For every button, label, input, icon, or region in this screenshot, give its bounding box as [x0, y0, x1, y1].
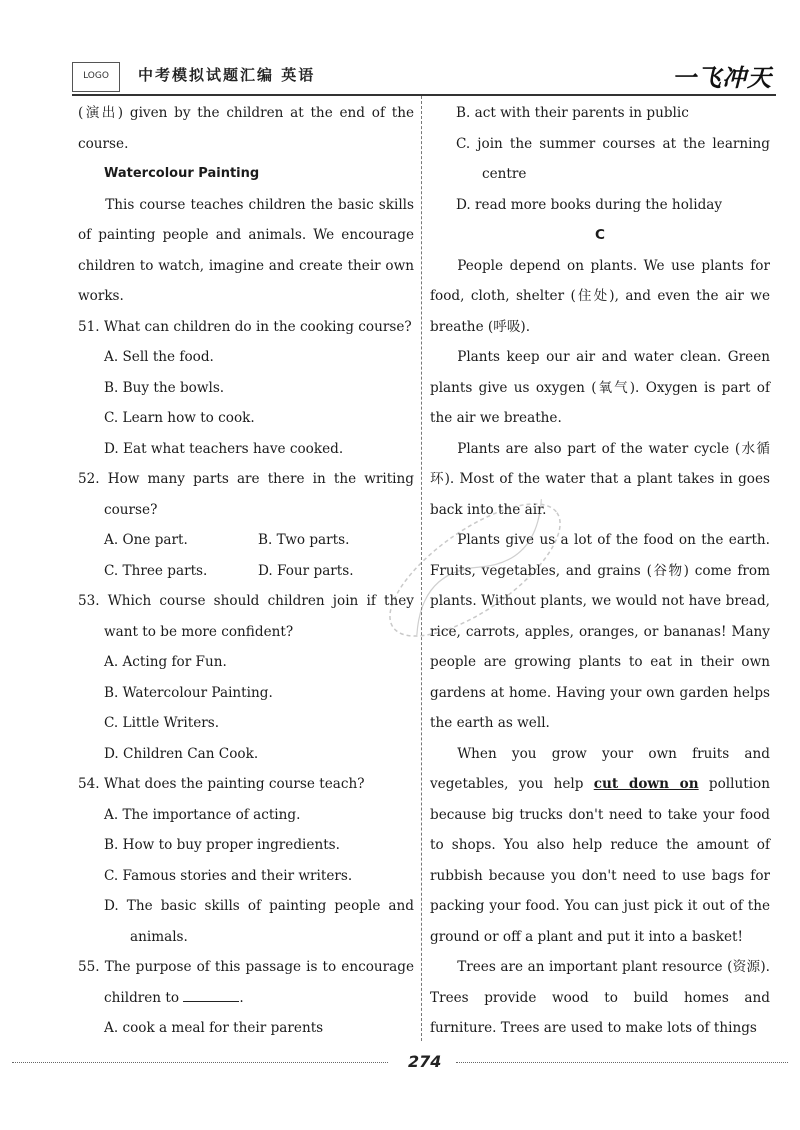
question-option: D. Children Can Cook. [104, 745, 259, 762]
answer-blank [183, 987, 239, 1002]
question-option: D. read more books during the holiday [456, 196, 723, 213]
question-stem: 53. Which course should children join if they want to be more confident? [78, 593, 414, 640]
question-option: A. One part. [104, 532, 188, 548]
page-header [72, 58, 772, 94]
brand-name: 一飞冲天 [672, 64, 772, 92]
header-rule [72, 94, 776, 96]
question-option: B. Buy the bowls. [104, 379, 225, 396]
question-option: C. Famous stories and their writers. [104, 867, 353, 884]
question-stem: 54. What does the painting course teach? [78, 776, 365, 792]
footer-rule [456, 1062, 788, 1063]
question-option: A. cook a meal for their parents [104, 1020, 324, 1036]
section-label: C [595, 227, 605, 243]
option-row [78, 525, 414, 556]
passage-paragraph: Plants are also part of the water cycle (水循环). Most of the water that a plant takes in goes back into the air. [430, 440, 770, 518]
section-heading: Watercolour Painting [104, 166, 260, 181]
question-option: C. Little Writers. [104, 715, 220, 731]
question-option: D. Eat what teachers have cooked. [104, 440, 344, 457]
question-option: A. Acting for Fun. [104, 654, 227, 670]
question-option: D. The basic skills of painting people and animals. [104, 898, 414, 945]
underlined-phrase: cut down on [593, 776, 699, 792]
paragraph-text: pollution because big trucks don't need to take your food to shops. You also help reduce the amount of rubbish because you don't need to use bags for packing your food. You can just pick it out of the ground or off a plant and put it into a basket! [430, 776, 770, 945]
publisher-logo: LOGO [72, 62, 120, 92]
page-number: 274 [408, 1052, 442, 1071]
footer-rule [12, 1062, 388, 1063]
stem-text: 55. The purpose of this passage is to encourage children to [78, 959, 414, 1006]
paragraph-text: When you grow your own fruits and vegetables, you help [430, 745, 770, 792]
stem-end: . [239, 989, 244, 1006]
question-option: B. How to buy proper ingredients. [104, 837, 340, 853]
section-text: This course teaches children the basic skills of painting people and animals. We encourage children to watch, imagine and create their own works. [78, 196, 414, 304]
intro-line: course. [78, 135, 129, 152]
question-option: B. Two parts. [258, 532, 350, 548]
page-footer [12, 1052, 788, 1076]
question-option: A. Sell the food. [104, 349, 214, 365]
passage-paragraph: Trees are an important plant resource (资源). Trees provide wood to build homes and furniture. Trees are used to make lots of things [430, 959, 770, 1036]
passage-paragraph [430, 739, 770, 953]
passage-paragraph: Plants give us a lot of the food on the earth. Fruits, vegetables, and grains (谷物) come from plants. Without plants, we would not have bread, rice, carrots, apples, oranges, or bananas! Many people are growing plants to eat in their own gardens at home. Having your own garden helps the earth as well. [430, 532, 770, 731]
question-option: A. The importance of acting. [104, 806, 301, 823]
question-option: B. Watercolour Painting. [104, 684, 273, 701]
question-option: C. Three parts. [104, 562, 208, 579]
question-stem: 51. What can children do in the cooking course? [78, 318, 412, 335]
passage-paragraph: People depend on plants. We use plants for food, cloth, shelter (住处), and even the air we breathe (呼吸). [430, 257, 770, 335]
question-option: D. Four parts. [258, 562, 354, 579]
intro-line: (演出) given by the children at the end of the [78, 105, 414, 121]
question-option: B. act with their parents in public [456, 105, 689, 121]
question-option: C. join the summer courses at the learning centre [456, 135, 770, 182]
question-stem [78, 952, 414, 1013]
question-option: C. Learn how to cook. [104, 410, 255, 426]
question-stem: 52. How many parts are there in the writing course? [78, 471, 414, 518]
passage-paragraph: Plants keep our air and water clean. Green plants give us oxygen (氧气). Oxygen is part of the air we breathe. [430, 349, 770, 426]
book-title: 中考模拟试题汇编 英语 [138, 66, 316, 84]
